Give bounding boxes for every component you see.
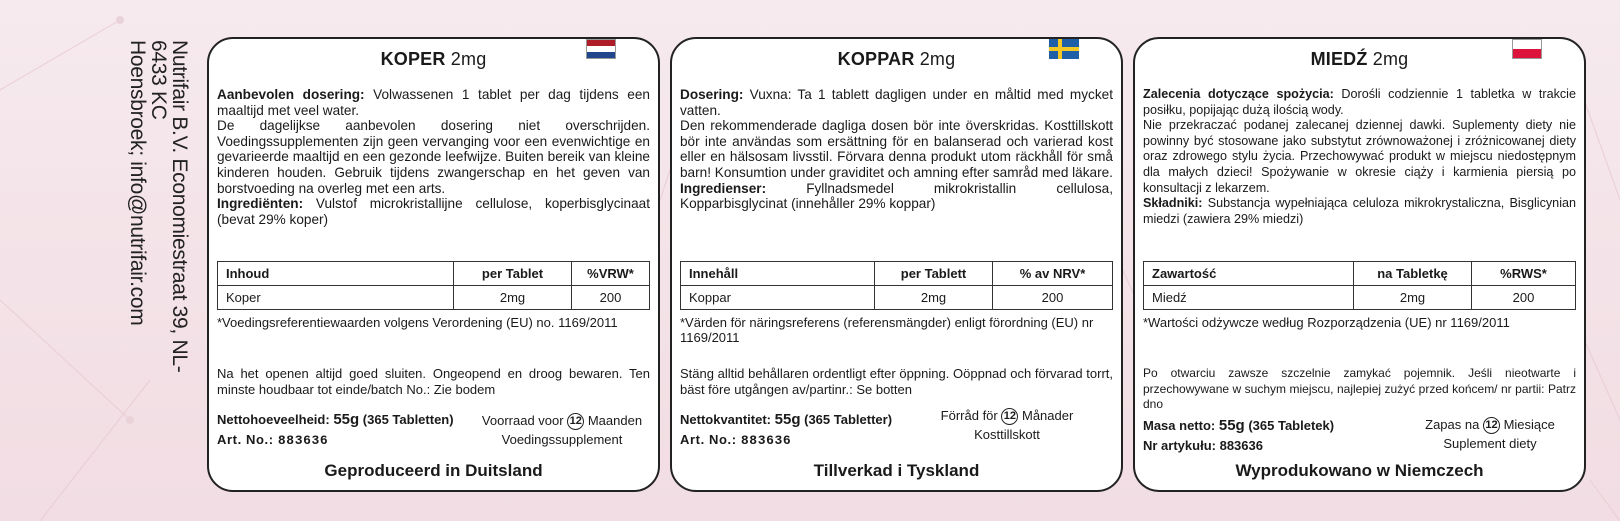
warning-text: Den rekommenderade dagliga dosen bör inte överskridas. Kosttillskott bör inte användas som ersättning för en balanserad och varierad kost eller en hälsosam livsstil. Förvara denna produkt utom räckhåll för små barn! Konsumtion under graviditet och amning efter samråd med läkare. (680, 118, 1113, 180)
art-label: Art. No.: (680, 432, 737, 447)
origin-footer: Wyprodukowano w Niemczech (1235, 461, 1484, 480)
table-cell: Miedź (1144, 286, 1354, 310)
months-badge: 12 (1483, 417, 1500, 434)
table-header: Innehåll (681, 262, 875, 286)
ingredients-label: Ingrediënten: (217, 196, 304, 212)
net-value: 55g (1218, 417, 1245, 434)
table-cell: 200 (993, 286, 1113, 310)
supplement-label: Kosttillskott (974, 427, 1040, 443)
nutrition-table (680, 261, 1113, 310)
footnote: *Värden för näringsreferens (referensmängder) enligt förordning (EU) nr 1169/2011 (680, 315, 1094, 345)
table-cell: 200 (1472, 286, 1576, 310)
product-name: KOPER (380, 49, 446, 69)
ingredients-label: Składniki: (1143, 196, 1203, 211)
table-cell: 200 (572, 286, 650, 310)
storage-text: Po otwarciu zawsze szczelnie zamykać pojemnik. Jeśli nieotwarte i przechowywane w suchym miejscu, najlepiej zużyć przed końcem/ nr partii: Patrz dno (1143, 366, 1576, 411)
panel-body (1135, 87, 1584, 227)
nutrition-table (217, 261, 650, 310)
ingredients-label: Ingredienser: (680, 180, 767, 196)
supply-post: Maanden (587, 413, 643, 428)
origin-footer: Geproduceerd in Duitsland (324, 461, 543, 480)
table-header: % av NRV* (993, 262, 1113, 286)
dosage-text: Vuxna: Ta 1 tablett dagligen under en måltid med mycket vatten. (680, 87, 1113, 118)
table-row (218, 286, 650, 310)
table-header-row (218, 262, 650, 286)
net-label: Masa netto: (1143, 418, 1216, 433)
panel-body (672, 87, 1121, 212)
label-panel-polish (1133, 37, 1586, 492)
dosage-text: Volwassenen 1 tablet per dag tijdens een maaltijd met veel water. (217, 87, 650, 118)
supply-info (922, 406, 1092, 444)
storage-text: Stäng alltid behållaren ordentligt efter öppning. Oöppnad och förvarad torrt, bäst före utgången av/partinr.: Se botten (680, 366, 1113, 397)
ingredients-text: Vulstof microkristallijne cellulose, koperbisglycinaat (bevat 29% koper) (217, 196, 650, 227)
table-cell: 2mg (875, 286, 993, 310)
supply-pre: Voorraad voor (481, 413, 564, 428)
footnote: *Voedingsreferentiewaarden volgens Verordening (EU) no. 1169/2011 (217, 315, 618, 330)
product-name: KOPPAR (837, 49, 915, 69)
supply-post: Miesiące (1503, 417, 1555, 432)
address-line-2: Hoensbroek; info@nutrifair.com (126, 40, 149, 326)
panel-title (1135, 49, 1584, 70)
label-panel-dutch (207, 37, 660, 492)
table-row (681, 286, 1113, 310)
panel-title (672, 49, 1121, 70)
net-count: (365 Tabletek) (1248, 418, 1335, 433)
dosage-label: Aanbevolen dosering: (217, 87, 365, 102)
product-dose: 2mg (919, 49, 956, 69)
ingredients-text: Fyllnadsmedel mikrokristallin cellulosa, Kopparbisglycinat (innehåller 29% koppar) (680, 180, 1113, 212)
art-value: 883636 (1219, 438, 1263, 453)
table-cell: 2mg (454, 286, 572, 310)
storage-text: Na het openen altijd goed sluiten. Ongeopend en droog bewaren. Ten minste houdbaar tot einde/batch No.: Zie bodem (217, 366, 650, 397)
net-value: 55g (774, 411, 801, 428)
table-header-row (681, 262, 1113, 286)
supply-info (1405, 415, 1575, 453)
table-header: %RWS* (1472, 262, 1576, 286)
supply-pre: Förråd för (940, 408, 998, 423)
supply-pre: Zapas na (1425, 417, 1480, 432)
ingredients-text: Substancja wypełniająca celuloza mikrokrystaliczna, Bisglicynian miedzi (zawiera 29% miedzi) (1143, 196, 1576, 226)
months-badge: 12 (1001, 408, 1018, 425)
net-label: Nettohoeveelheid: (217, 412, 330, 427)
dosage-label: Dosering: (680, 87, 744, 102)
warning-text: Nie przekraczać podanej zalecanej dziennej dawki. Suplementy diety nie powinny być stosowane jako substytut zrównoważonej i zróżnicowanej diety oraz zdrowego stylu życia. Przechowywać produkt w miejscu niedostępnym dla małych dzieci! Spożywanie w okresie ciąży i karmienia piersią po konsultacji z lekarzem. (1143, 118, 1576, 195)
table-header-row (1144, 262, 1576, 286)
net-value: 55g (333, 411, 360, 428)
footnote: *Wartości odżywcze według Rozporządzenia (UE) nr 1169/2011 (1143, 315, 1510, 330)
table-header: per Tablet (454, 262, 572, 286)
label-panel-swedish (670, 37, 1123, 492)
supply-post: Månader (1022, 408, 1074, 423)
net-quantity (217, 411, 454, 428)
panel-body (209, 87, 658, 227)
table-header: na Tabletkę (1354, 262, 1472, 286)
art-value: 883636 (277, 433, 329, 448)
dosage-label: Zalecenia dotyczące spożycia: (1143, 87, 1334, 101)
table-row (1144, 286, 1576, 310)
article-number (680, 432, 791, 448)
net-count: (365 Tabletten) (362, 412, 454, 427)
art-value: 883636 (740, 433, 792, 448)
supply-info (477, 411, 647, 449)
table-header: %VRW* (572, 262, 650, 286)
table-cell: Koppar (681, 286, 875, 310)
table-cell: Koper (218, 286, 454, 310)
supplement-label: Suplement diety (1443, 436, 1537, 452)
months-badge: 12 (567, 413, 584, 430)
product-name: MIEDŹ (1310, 49, 1368, 69)
art-label: Nr artykułu: (1143, 438, 1216, 453)
net-quantity (680, 411, 892, 428)
address-line-1: Nutrifair B.V. Economiestraat 39, NL-6433 KC (147, 40, 191, 373)
table-header: per Tablett (875, 262, 993, 286)
net-label: Nettokvantitet: (680, 412, 772, 427)
origin-footer: Tillverkad i Tyskland (813, 461, 980, 480)
warning-text: De dagelijkse aanbevolen dosering niet overschrijden. Voedingssupplementen zijn geen vervanging voor een evenwichtige en gevarieerde maaltijd en een gezonde leefwijze. Buiten bereik van kleine kinderen houden. Gebruik tijdens zwangerschap en het geven van borstvoeding na overleg met een arts. (217, 118, 650, 196)
net-count: (365 Tabletter) (804, 412, 893, 427)
table-header: Inhoud (218, 262, 454, 286)
article-number (217, 432, 328, 448)
supplement-label: Voedingssupplement (501, 432, 623, 448)
table-cell: 2mg (1354, 286, 1472, 310)
product-dose: 2mg (450, 49, 487, 69)
net-quantity (1143, 417, 1334, 434)
dosage-text: Dorośli codziennie 1 tabletka w trakcie posiłku, popijając dużą ilością wody. (1143, 87, 1576, 117)
table-header: Zawartość (1144, 262, 1354, 286)
art-label: Art. No.: (217, 432, 274, 447)
manufacturer-address (126, 40, 191, 410)
product-dose: 2mg (1372, 49, 1409, 69)
panel-title (209, 49, 658, 70)
nutrition-table (1143, 261, 1576, 310)
article-number (1143, 438, 1263, 453)
